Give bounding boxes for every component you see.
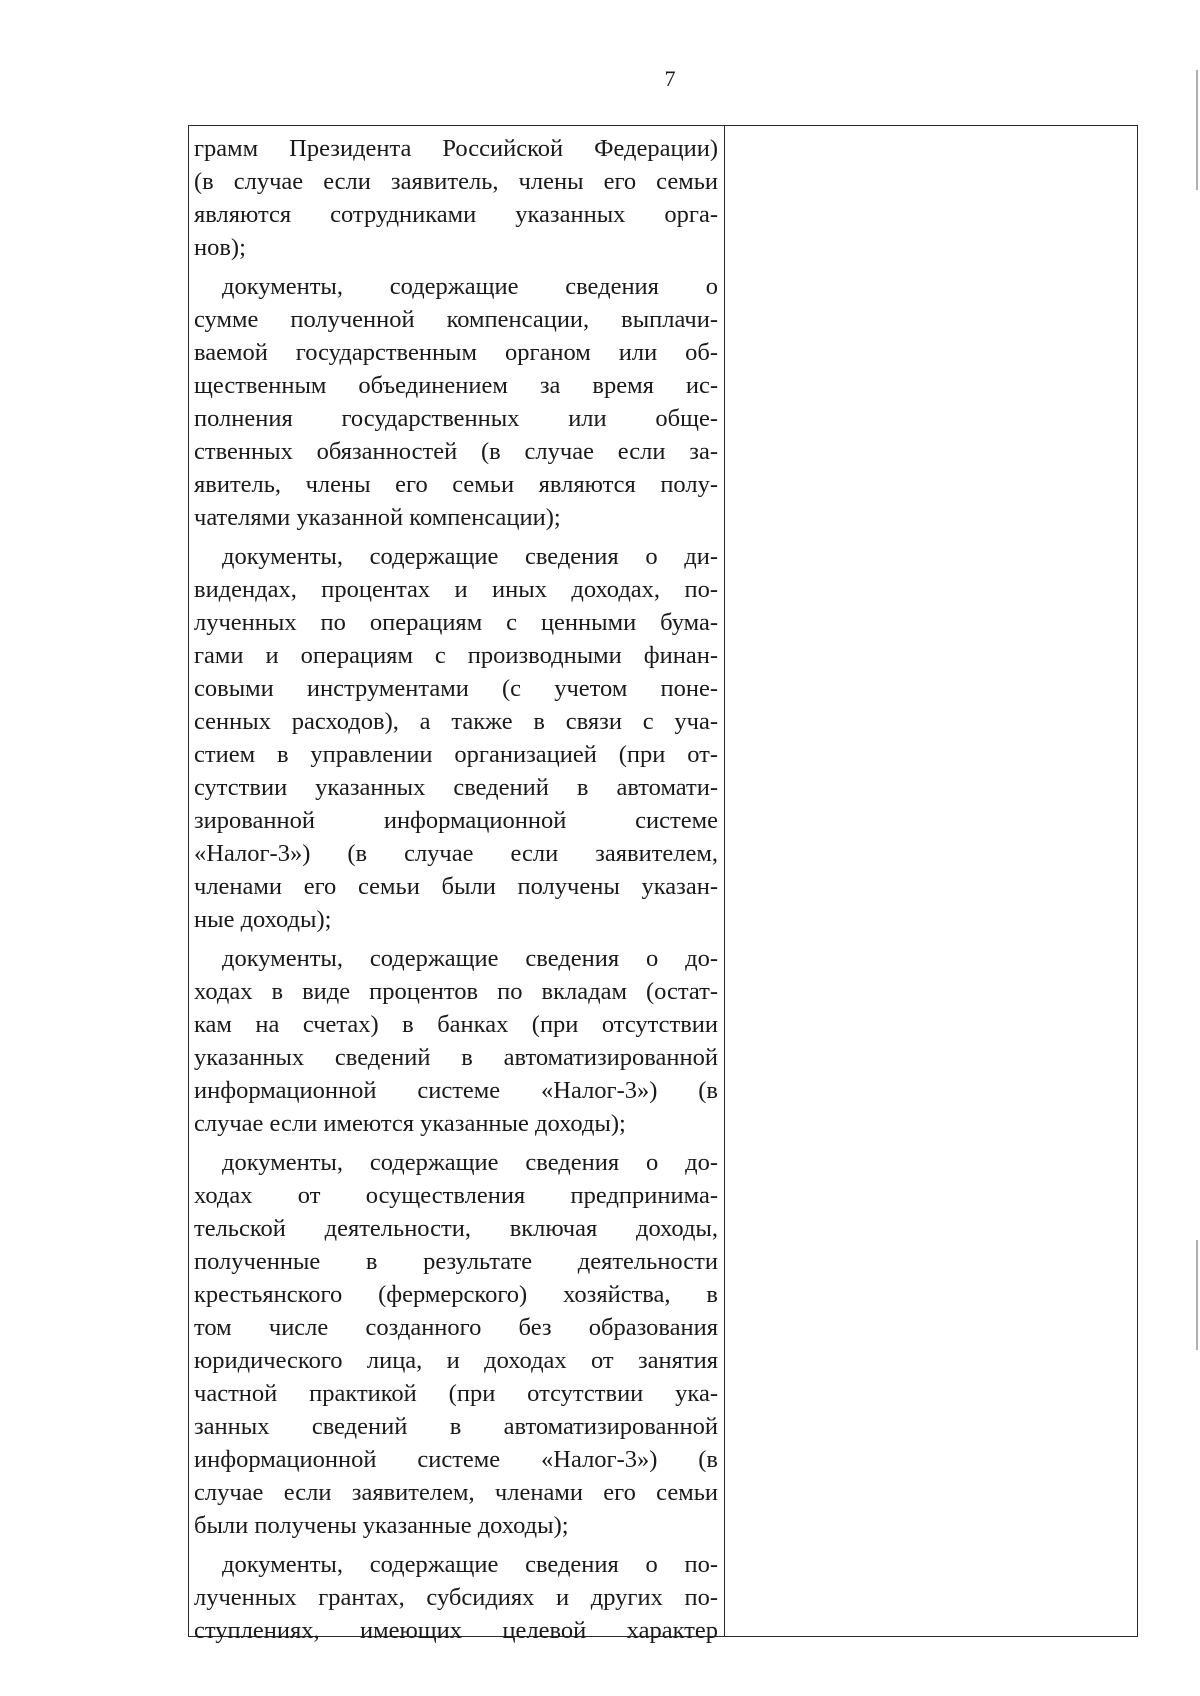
text-line: случае если имеются указанные доходы); (194, 1110, 626, 1137)
text-line: кам на счетах) в банках (при отсутствии (194, 1011, 718, 1038)
text-line: зированной информационной системе (194, 807, 718, 834)
text-line: полнения государственных или обще- (194, 405, 718, 432)
text-line: ходах от осуществления предпринима- (194, 1182, 718, 1209)
text-line: ные доходы); (194, 906, 332, 933)
paragraph-first-line: документы, содержащие сведения о ди- (222, 543, 718, 570)
column-divider (724, 126, 725, 1636)
text-line: явитель, члены его семьи являются полу- (194, 471, 718, 498)
paragraph-first-line: документы, содержащие сведения о до- (222, 1149, 718, 1176)
text-line: указанных сведений в автоматизированной (194, 1044, 718, 1071)
text-line: сумме полученной компенсации, выплачи- (194, 306, 718, 333)
text-line: ваемой государственным органом или об- (194, 339, 718, 366)
text-line: грамм Президента Российской Федерации) (194, 135, 718, 162)
text-line: информационной системе «Налог-3») (в (194, 1077, 718, 1104)
text-line: лученных по операциям с ценными бума- (194, 609, 718, 636)
text-line: ственных обязанностей (в случае если за- (194, 438, 718, 465)
text-line: нов); (194, 234, 246, 261)
text-line: случае если заявителем, членами его семьи (194, 1479, 718, 1506)
text-line: были получены указанные доходы); (194, 1512, 569, 1539)
text-line: лученных грантах, субсидиях и других по- (194, 1584, 718, 1611)
table-cell-empty (726, 126, 1137, 1636)
table-cell-text (194, 132, 718, 1647)
text-line: (в случае если заявитель, члены его семьи (194, 168, 718, 195)
text-line: ступлениях, имеющих целевой характер (194, 1617, 718, 1644)
text-line: членами его семьи были получены указан- (194, 873, 718, 900)
text-line: являются сотрудниками указанных орга- (194, 201, 718, 228)
text-line: гами и операциям с производными финан- (194, 642, 718, 669)
text-line: том числе созданного без образования (194, 1314, 718, 1341)
text-line: «Налог-3») (в случае если заявителем, (194, 840, 718, 867)
text-line: ходах в виде процентов по вкладам (остат- (194, 978, 718, 1005)
text-line: стием в управлении организацией (при от- (194, 741, 718, 768)
text-line: частной практикой (при отсутствии ука- (194, 1380, 718, 1407)
text-line: чателями указанной компенсации); (194, 504, 561, 531)
document-table (188, 125, 1138, 1644)
text-line: щественным объединением за время ис- (194, 372, 718, 399)
text-line: крестьянского (фермерского) хозяйства, в (194, 1281, 718, 1308)
text-line: сенных расходов), а также в связи с уча- (194, 708, 718, 735)
text-line: полученные в результате деятельности (194, 1248, 718, 1275)
text-line: видендах, процентах и иных доходах, по- (194, 576, 718, 603)
scan-edge-mark (1196, 70, 1198, 190)
text-line: занных сведений в автоматизированной (194, 1413, 718, 1440)
text-line: тельской деятельности, включая доходы, (194, 1215, 718, 1242)
text-line: сутствии указанных сведений в автомати- (194, 774, 718, 801)
text-line: юридического лица, и доходах от занятия (194, 1347, 718, 1374)
text-line: совыми инструментами (с учетом поне- (194, 675, 718, 702)
scan-edge-mark (1196, 1240, 1198, 1350)
paragraph-first-line: документы, содержащие сведения о до- (222, 945, 718, 972)
paragraph-first-line: документы, содержащие сведения о по- (222, 1551, 718, 1578)
paragraph-first-line: документы, содержащие сведения о (222, 273, 718, 300)
text-line: информационной системе «Налог-3») (в (194, 1446, 718, 1473)
page-number: 7 (664, 66, 676, 91)
